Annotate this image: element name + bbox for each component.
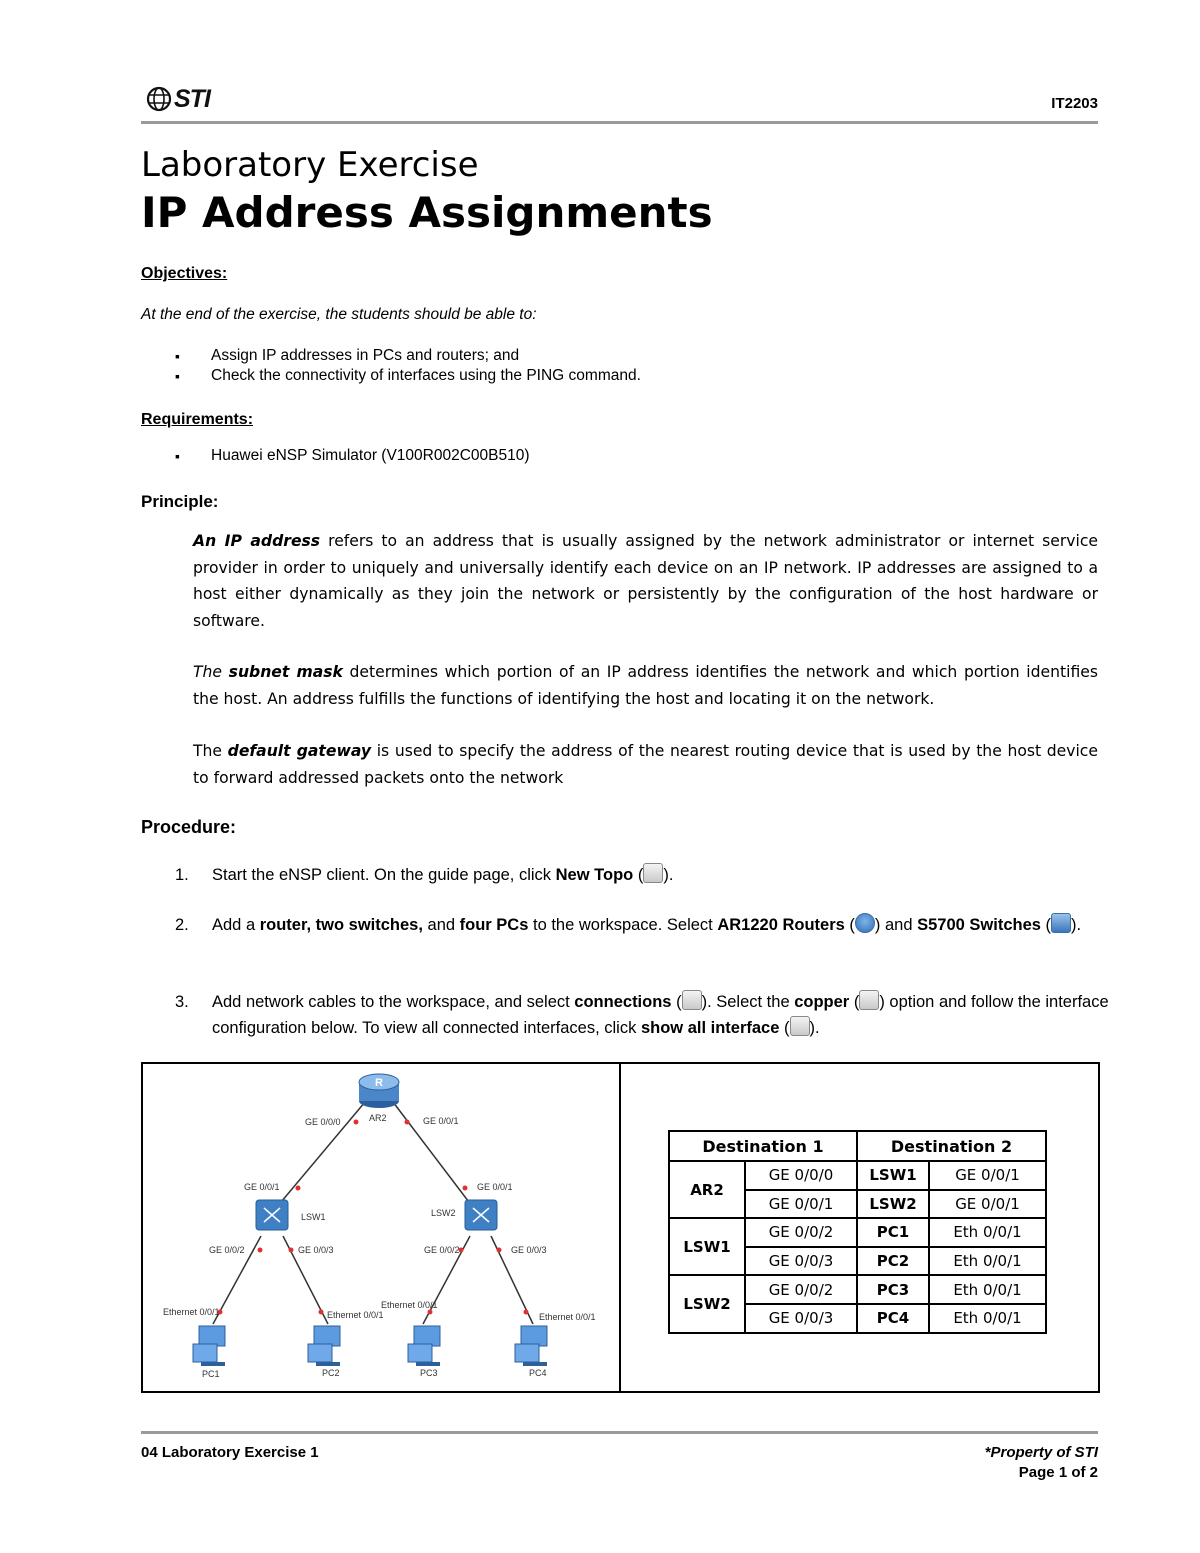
label-lsw2-ge003: GE 0/0/3 xyxy=(511,1245,547,1255)
copper-cable-icon xyxy=(859,990,879,1010)
label-lsw1-ge002: GE 0/0/2 xyxy=(209,1245,245,1255)
logo-text: STI xyxy=(174,84,210,113)
interface-table xyxy=(668,1130,1047,1334)
table-row: GE 0/0/1 LSW2 GE 0/0/1 xyxy=(669,1190,1046,1219)
course-code: IT2203 xyxy=(1051,95,1098,112)
principle-heading: Principle: xyxy=(141,492,219,511)
list-item: ▪ Check the connectivity of interfaces using the PING command. xyxy=(141,366,641,386)
label-pc4: PC4 xyxy=(529,1368,547,1378)
table-row: GE 0/0/3 PC2 Eth 0/0/1 xyxy=(669,1247,1046,1276)
network-topology-diagram xyxy=(143,1064,617,1388)
label-pc1-eth: Ethernet 0/0/1 xyxy=(163,1307,220,1317)
label-lsw2-ge002: GE 0/0/2 xyxy=(424,1245,460,1255)
procedure-step-1: 1. Start the eNSP client. On the guide page, click New Topo ( ). xyxy=(175,862,1115,888)
label-pc2: PC2 xyxy=(322,1368,340,1378)
pc2 xyxy=(308,1326,340,1366)
new-topo-icon xyxy=(643,863,663,883)
label-lsw1-ge003: GE 0/0/3 xyxy=(298,1245,334,1255)
procedure-step-2: 2. Add a router, two switches, and four PCs to the workspace. Select AR1220 Routers ( ) and S5700 Switches ( ). xyxy=(175,912,1115,938)
page-title: IP Address Assignments xyxy=(141,188,713,237)
table-row: LSW2 GE 0/0/2 PC3 Eth 0/0/1 xyxy=(669,1275,1046,1304)
label-lsw2: LSW2 xyxy=(431,1208,456,1218)
switch-lsw1 xyxy=(256,1200,288,1230)
label-lsw2-ge001: GE 0/0/1 xyxy=(477,1182,513,1192)
label-lsw1: LSW1 xyxy=(301,1212,326,1222)
principle-paragraph-1: An IP address refers to an address that is usually assigned by the network administrator or internet service provider in order to uniquely and universally identify each device on an IP network. IP addresses are assigned to a host either dynamically as they join the network or persistently by the configuration of the host hardware or software. xyxy=(193,532,1099,630)
sti-logo xyxy=(146,86,210,112)
pc1 xyxy=(193,1326,225,1366)
footer-document-id: 04 Laboratory Exercise 1 xyxy=(141,1444,319,1461)
requirements-list xyxy=(141,446,530,466)
connections-icon xyxy=(682,990,702,1010)
header-rule xyxy=(141,121,1098,124)
label-pc1: PC1 xyxy=(202,1369,220,1379)
label-pc2-eth: Ethernet 0/0/1 xyxy=(327,1310,384,1320)
list-item: ▪ Assign IP addresses in PCs and routers; and xyxy=(141,346,641,366)
label-ar2: AR2 xyxy=(369,1113,387,1123)
principle-paragraph-2: The subnet mask determines which portion of an IP address identifies the network and which portion identifies the host. An address fulfills the functions of identifying the host and locating it on the network. xyxy=(193,663,1099,708)
pc4 xyxy=(515,1326,547,1366)
page-number: Page 1 of 2 xyxy=(1018,1464,1098,1481)
switch-icon xyxy=(1051,913,1071,933)
principle-paragraph-3: The default gateway is used to specify the address of the nearest routing device that is used by the host device to forward addressed packets onto the network xyxy=(193,742,1098,787)
switch-lsw2 xyxy=(465,1200,497,1230)
requirements-heading: Requirements: xyxy=(141,411,254,428)
label-lsw1-ge001: GE 0/0/1 xyxy=(244,1182,280,1192)
footer-rule xyxy=(141,1431,1098,1434)
table-row: AR2 GE 0/0/0 LSW1 GE 0/0/1 xyxy=(669,1161,1046,1190)
procedure-step-3: 3. Add network cables to the workspace, and select connections ( ). Select the copper ( ) option and follow the interface configuration below. To view all connected interfaces, click show all interface ( ). xyxy=(175,989,1115,1041)
router-icon xyxy=(855,913,875,933)
table-header: Destination 1 xyxy=(669,1131,857,1161)
label-pc3-eth: Ethernet 0/0/1 xyxy=(381,1300,438,1310)
table-row: GE 0/0/3 PC4 Eth 0/0/1 xyxy=(669,1304,1046,1333)
label-pc4-eth: Ethernet 0/0/1 xyxy=(539,1312,596,1322)
label-pc3: PC3 xyxy=(420,1368,438,1378)
objectives-list xyxy=(141,346,641,386)
objectives-heading: Objectives: xyxy=(141,265,228,282)
pc3 xyxy=(408,1326,440,1366)
globe-icon xyxy=(146,86,172,112)
show-all-interface-icon xyxy=(790,1016,810,1036)
label-ar2-ge001: GE 0/0/1 xyxy=(423,1116,459,1126)
footer-property: *Property of STI xyxy=(984,1444,1098,1461)
page-subtitle: Laboratory Exercise xyxy=(141,145,479,185)
procedure-heading: Procedure: xyxy=(141,817,237,837)
table-header: Destination 2 xyxy=(857,1131,1046,1161)
list-item: ▪ Huawei eNSP Simulator (V100R002C00B510) xyxy=(141,446,530,466)
figure-divider xyxy=(619,1062,621,1391)
svg-text:R: R xyxy=(375,1077,383,1089)
router-ar2 xyxy=(359,1074,399,1108)
table-row: LSW1 GE 0/0/2 PC1 Eth 0/0/1 xyxy=(669,1218,1046,1247)
objectives-intro: At the end of the exercise, the students should be able to: xyxy=(141,306,537,323)
label-ar2-ge000: GE 0/0/0 xyxy=(305,1117,341,1127)
